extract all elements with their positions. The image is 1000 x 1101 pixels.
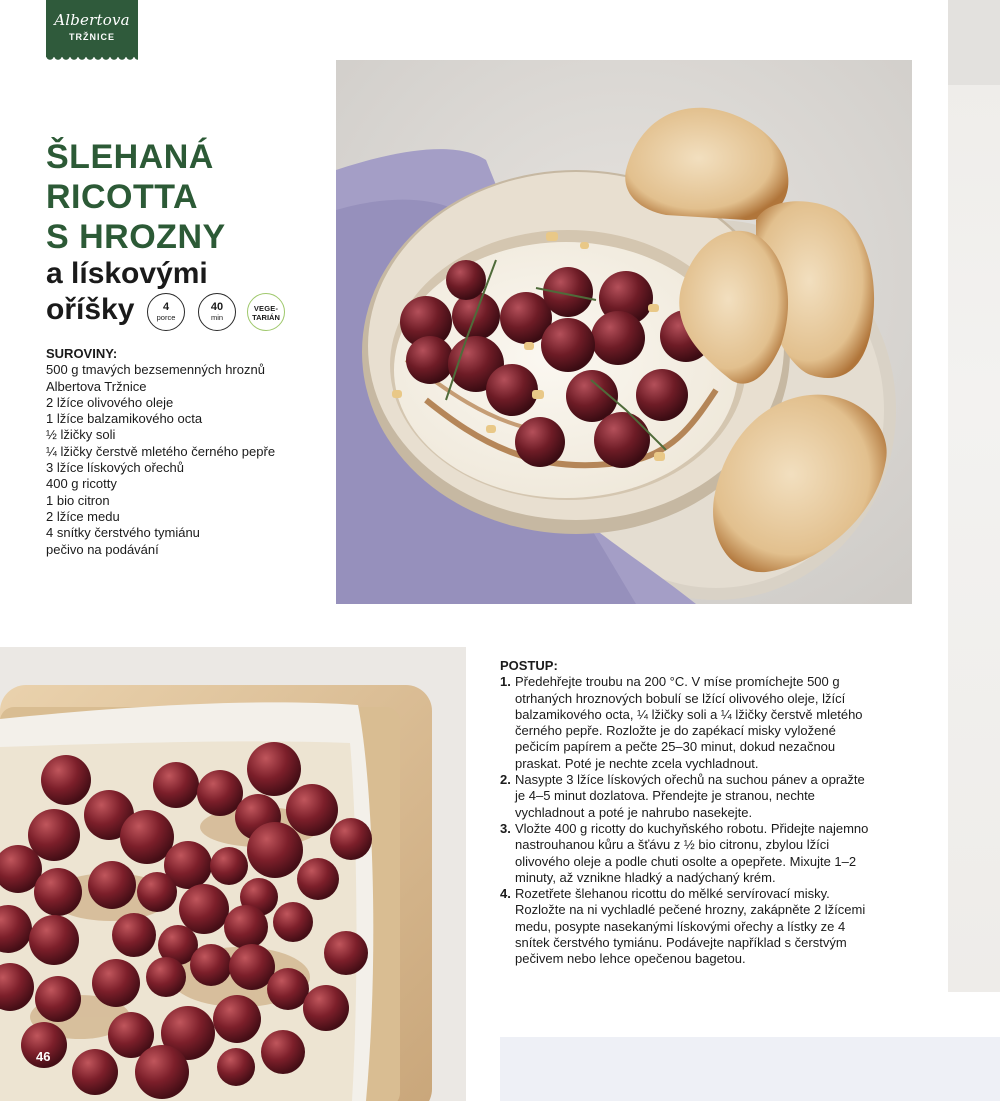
ingredients-heading: SUROVINY: [46,346,118,361]
time-badge [198,293,236,331]
method-steps [500,674,878,967]
ingredient-item: pečivo na podávání [46,541,159,557]
ingredient-item: Albertova Tržnice [46,378,147,394]
step-number: 3. [500,820,511,836]
step-text: Nasypte 3 lžíce lískových ořechů na suchou pánev a opražte je 4–5 minut dozlatova. Přendejte je stranou, nechte vychladnout a poté je nahrubo nasekejte. [515,772,865,820]
brand-logo [46,0,138,57]
veg-line2: TARIÁN [252,313,280,322]
step-text: Předehřejte troubu na 200 °C. V míse promíchejte 500 g otrhaných hroznových bobulí se lžící olivového oleje, lžící balzamikového octa, ¼ lžičky soli a ¼ lžičky čerstvě mletého černého pepře. Rozložte je do zapékací misky vyložené pečicím papírem a pečte 25–30 minut, dokud nezačnou praskat. Poté je nechte zcela vychladnout. [515,674,863,771]
ingredients-list [46,346,326,558]
ingredient-item: 2 lžíce olivového oleje [46,394,174,410]
method-step [500,821,878,886]
title-line: ŠLEHANÁ [46,138,214,176]
portions-value: 4 [162,301,170,313]
ingredient-item: 4 snítky čerstvého tymiánu [46,525,200,541]
recipe-title [46,137,326,257]
step-text: Vložte 400 g ricotty do kuchyňského robotu. Přidejte najemno nastrouhanou kůru a šťávu z ½ bio citronu, zbylou lžíci olivového oleje a podle chuti osolte a opepřete. Mixujte 1–2 minuty, až vznikne hladký a nadýchaný krém. [515,820,869,885]
method-step [500,886,878,967]
footer-panel [500,1037,1000,1101]
step-text: Rozetřete šlehanou ricottu do mělké servírovací misky. Rozložte na ni vychladlé pečené hrozny, zakápněte 2 lžícemi medu, posypte nasekanými lískovými ořechy a lístky ze 4 snítek čerstvého tymiánu. Podávejte například s čerstvým pečivem nebo lehce opečenou bagetou. [515,886,866,967]
time-unit: min [210,313,224,322]
ingredient-item: 400 g ricotty [46,476,117,492]
step-number: 2. [500,772,511,788]
method-step [500,772,878,821]
method-step [500,674,878,772]
page-number: 46 [36,1049,51,1064]
ingredient-item: ¼ lžičky čerstvě mletého černého pepře [46,443,276,459]
title-line: RICOTTA [46,178,199,216]
ingredient-item: ½ lžičky soli [46,427,116,443]
method-section [500,658,878,968]
ingredient-item: 500 g tmavých bezsemenných hroznů [46,362,265,378]
ingredient-item: 1 bio citron [46,492,110,508]
ingredient-item: 1 lžíce balzamikového octa [46,411,203,427]
method-heading: POSTUP: [500,658,558,673]
adjacent-page-edge [948,0,1000,992]
vegetarian-badge [247,293,285,331]
brand-sub: TRŽNICE [69,32,115,42]
step-number: 1. [500,674,511,690]
brand-script: Albertova [54,11,130,29]
veg-line1: VEGE- [253,304,279,313]
step-number: 4. [500,886,511,902]
subtitle-line: a lískovými [46,257,208,290]
dish-photo [336,60,912,604]
time-value: 40 [210,301,224,313]
subtitle-line: oříšky [46,293,135,326]
roasted-grapes-photo [0,647,466,1101]
portions-badge [147,293,185,331]
ingredient-item: 2 lžíce medu [46,508,120,524]
portions-unit: porce [156,313,176,322]
title-line: S HROZNY [46,218,226,256]
ingredient-item: 3 lžíce lískových ořechů [46,460,185,476]
